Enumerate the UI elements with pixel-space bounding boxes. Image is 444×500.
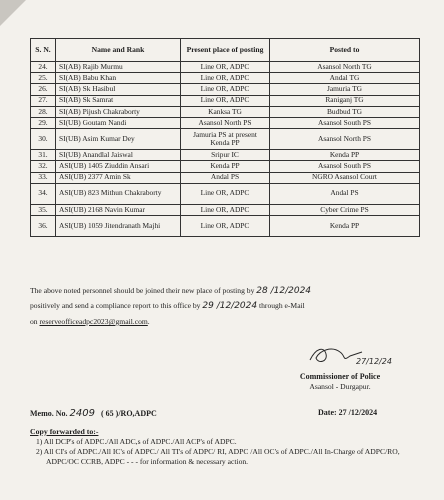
memo-suffix: )/RO,ADPC (115, 409, 157, 418)
row-to: NGRO Asansol Court (270, 172, 420, 183)
table-row (31, 129, 420, 150)
page-fold-corner (0, 0, 26, 26)
memo-sub-number: ( 65 (101, 409, 114, 418)
email-link[interactable]: reserveofficeadpc2023@gmail.com (39, 317, 148, 326)
joining-instruction-line-1 (30, 287, 311, 296)
row-to: Raniganj TG (270, 95, 420, 106)
joining-instruction-line-3 (30, 318, 150, 326)
row-name: SI(UB) Anandlal Jaiswal (56, 150, 181, 161)
row-name: ASI(UB) 1405 Ziuddin Ansari (56, 161, 181, 172)
table-row (31, 84, 420, 95)
row-to: Kenda PP (270, 215, 420, 236)
table-row (31, 106, 420, 117)
row-from: Line OR, ADPC (181, 204, 270, 215)
table-row (31, 73, 420, 84)
joining-instruction-line-2 (30, 302, 305, 311)
row-sn: 26. (31, 84, 56, 95)
row-to: Kenda PP (270, 150, 420, 161)
header-present-posting: Present place of posting (181, 39, 270, 62)
memo-date-line (318, 408, 377, 417)
row-name: ASI(UB) 2377 Amin Sk (56, 172, 181, 183)
table-row (31, 172, 420, 183)
signature-scribble (306, 340, 392, 368)
row-sn: 30. (31, 129, 56, 150)
table-row (31, 183, 420, 204)
row-from: Line OR, ADPC (181, 95, 270, 106)
row-from: Line OR, ADPC (181, 62, 270, 73)
row-name: ASI(UB) 1059 Jitendranath Majhi (56, 215, 181, 236)
table-header-row (31, 39, 420, 62)
row-to: Cyber Crime PS (270, 204, 420, 215)
row-sn: 29. (31, 117, 56, 128)
memo-date: 27 /12/2024 (338, 408, 378, 417)
signature-block (270, 372, 410, 391)
table-row (31, 161, 420, 172)
note-text: positively and send a compliance report to this office by (30, 301, 201, 310)
row-sn: 32. (31, 161, 56, 172)
header-sn: S. N. (31, 39, 56, 62)
row-sn: 31. (31, 150, 56, 161)
row-to: Andal TG (270, 73, 420, 84)
row-to: Budbud TG (270, 106, 420, 117)
row-name: SI(AB) Pijush Chakraborty (56, 106, 181, 117)
row-sn: 25. (31, 73, 56, 84)
memo-date-label: Date: (318, 408, 337, 417)
row-from: Andal PS (181, 172, 270, 183)
signatory-title: Commissioner of Police (299, 372, 381, 381)
row-to: Asansol North PS (270, 129, 420, 150)
row-name: ASI(UB) 823 Mithun Chakraborty (56, 183, 181, 204)
row-sn: 27. (31, 95, 56, 106)
row-sn: 28. (31, 106, 56, 117)
table-row (31, 95, 420, 106)
table-row (31, 150, 420, 161)
row-sn: 34. (31, 183, 56, 204)
row-from: Sripur IC (181, 150, 270, 161)
table-row (31, 215, 420, 236)
row-sn: 36. (31, 215, 56, 236)
joining-deadline-date: 28 /12/2024 (256, 286, 312, 296)
copy-forwarded-heading: Copy forwarded to:- (30, 427, 99, 436)
row-to: Asansol North TG (270, 62, 420, 73)
row-to: Asansol South PS (270, 117, 420, 128)
list-item: 2) All CI's of ADPC./All IC's of ADPC./ All TI's of ADPC/ RI, ADPC /All OC's of ADPC./All In-Charge of ADPC/RO, ADPC/OC CCRB, ADPC - - - for information & necessary action. (36, 447, 400, 466)
note-text: through e-Mail (259, 301, 305, 310)
copy-forwarded-list (36, 437, 416, 467)
row-from: Kenda PP (181, 161, 270, 172)
row-to: Jamuria TG (270, 84, 420, 95)
row-from: Asansol North PS (181, 117, 270, 128)
note-text: The above noted personnel should be joined their new place of posting by (30, 286, 255, 295)
table-row (31, 117, 420, 128)
row-sn: 24. (31, 62, 56, 73)
table-row (31, 62, 420, 73)
row-name: SI(AB) Rajib Murmu (56, 62, 181, 73)
table-row (31, 204, 420, 215)
posting-table (30, 38, 420, 237)
row-name: ASI(UB) 2168 Navin Kumar (56, 204, 181, 215)
note-text: on (30, 317, 38, 326)
memo-number-line (30, 408, 157, 419)
row-name: SI(UB) Asim Kumar Dey (56, 129, 181, 150)
row-from: Kanksa TG (181, 106, 270, 117)
row-to: Andal PS (270, 183, 420, 204)
row-from: Jamuria PS at present Kenda PP (181, 129, 270, 150)
header-posted-to: Posted to (270, 39, 420, 62)
row-name: SI(UB) Goutam Nandi (56, 117, 181, 128)
row-name: SI(AB) Sk Samrat (56, 95, 181, 106)
row-name: SI(AB) Babu Khan (56, 73, 181, 84)
row-sn: 35. (31, 204, 56, 215)
row-to: Asansol South PS (270, 161, 420, 172)
compliance-deadline-date: 29 /12/2024 (202, 301, 258, 311)
signatory-place: Asansol - Durgapur. (309, 381, 371, 391)
row-from: Line OR, ADPC (181, 73, 270, 84)
row-name: SI(AB) Sk Hasibul (56, 84, 181, 95)
row-from: Line OR, ADPC (181, 84, 270, 95)
list-item: 1) All DCP's of ADPC./All ADC,s of ADPC./All ACP's of ADPC. (36, 437, 237, 446)
header-name-rank: Name and Rank (56, 39, 181, 62)
row-sn: 33. (31, 172, 56, 183)
signature-date: 27/12/24 (356, 357, 392, 366)
memo-label: Memo. No. (30, 409, 68, 418)
note-text: . (147, 317, 150, 326)
row-from: Line OR, ADPC (181, 215, 270, 236)
row-from: Line OR, ADPC (181, 183, 270, 204)
memo-number: 2409 (69, 408, 95, 419)
